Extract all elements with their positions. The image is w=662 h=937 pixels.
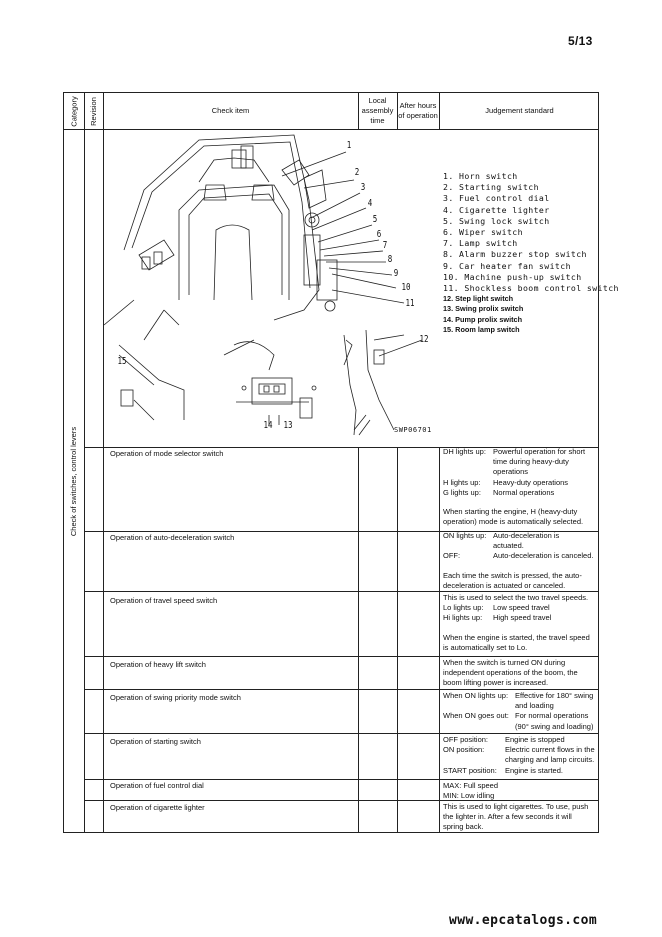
- check-item-travel-speed: Operation of travel speed switch: [110, 596, 218, 605]
- watermark: www.epcatalogs.com: [449, 913, 598, 928]
- judgement-line: Each time the switch is pressed, the auto-: [443, 570, 582, 580]
- judgement-line: actuated.: [493, 541, 524, 551]
- judgement-line: MAX: Full speed: [443, 781, 499, 790]
- check-item-starting-switch: Operation of starting switch: [110, 737, 201, 746]
- legend-item: 9. Car heater fan switch: [443, 260, 571, 271]
- judgement-line: When ON lights up: Effective for 180° swing: [443, 691, 594, 700]
- check-item-heavy-lift: Operation of heavy lift switch: [110, 660, 206, 669]
- callout-number: 9: [393, 268, 399, 279]
- judgement-line: OFF: Auto-deceleration is canceled.: [443, 551, 594, 561]
- judgement-line: When the engine is started, the travel speed: [443, 632, 590, 642]
- judgement-line: [443, 562, 598, 571]
- judgement-line: Hi lights up: High speed travel: [443, 613, 552, 623]
- callout-number: 8: [387, 254, 393, 265]
- callout-number: 4: [367, 198, 373, 209]
- judgement-cigarette-lighter: [439, 802, 600, 833]
- judgement-line: operations: [493, 467, 529, 477]
- judgement-line: [443, 624, 598, 633]
- judgement-line: is automatically set to Lo.: [443, 642, 528, 652]
- check-item-fuel-dial: Operation of fuel control dial: [110, 781, 204, 790]
- callout-number: 11: [405, 298, 415, 309]
- judgement-line: G lights up: Normal operations: [443, 487, 555, 497]
- judgement-line: and loading: [515, 701, 554, 711]
- check-item-swing-priority: Operation of swing priority mode switch: [110, 693, 241, 702]
- callout-number: 12: [419, 334, 429, 345]
- judgement-line: Lo lights up: Low speed travel: [443, 603, 550, 613]
- judgement-line: DH lights up: Powerful operation for short: [443, 447, 586, 456]
- judgement-line: When ON goes out: For normal operations: [443, 711, 589, 721]
- judgement-line: spring back.: [443, 822, 484, 832]
- judgement-line: ON position: Electric current flows in the: [443, 745, 595, 755]
- callout-number: 2: [354, 167, 360, 178]
- callout-number: 1: [346, 140, 352, 151]
- judgement-line: independent operations of the boom, the: [443, 668, 578, 678]
- callout-number: 3: [360, 182, 366, 193]
- judgement-line: operation) mode is automatically selected.: [443, 517, 584, 527]
- judgement-line: boom lifting power is increased.: [443, 678, 549, 688]
- judgement-line: (90° swing and loading): [515, 721, 594, 731]
- judgement-line: This is used to light cigarettes. To use, push: [443, 802, 589, 811]
- judgement-mode-selector: [439, 447, 600, 527]
- legend-item: 11. Shockless boom control switch: [443, 283, 619, 294]
- check-item-mode-selector: Operation of mode selector switch: [110, 449, 224, 458]
- judgement-line: This is used to select the two travel speeds.: [443, 593, 589, 602]
- callout-number: 10: [401, 282, 411, 293]
- divider: [84, 93, 85, 832]
- legend-item: 12. Step light switch: [443, 294, 514, 304]
- switch-location-diagram: [104, 130, 434, 440]
- callout-number: 14: [263, 420, 273, 431]
- callout-number: 5: [372, 214, 378, 225]
- judgement-line: charging and lamp circuits.: [505, 755, 595, 765]
- check-item-cigarette-lighter: Operation of cigarette lighter: [110, 803, 205, 812]
- legend-item: 1. Horn switch: [443, 171, 518, 181]
- judgement-travel-speed: [439, 593, 600, 653]
- callout-number: 13: [283, 420, 293, 431]
- judgement-line: H lights up: Heavy-duty operations: [443, 477, 569, 487]
- judgement-line: [443, 498, 598, 507]
- judgement-heavy-lift: [439, 658, 600, 689]
- revision-header: Revision: [89, 96, 99, 126]
- callout-number: 7: [382, 240, 388, 251]
- legend-item: 14. Pump prolix switch: [443, 314, 523, 324]
- page-number: 5/13: [568, 34, 593, 48]
- legend-item: 10. Machine push-up switch: [443, 271, 582, 282]
- callout-number: 6: [376, 229, 382, 240]
- check-item-header: Check item: [211, 105, 250, 115]
- callout-number: 15: [117, 356, 127, 367]
- legend-item: 2. Starting switch: [443, 182, 539, 193]
- judgement-line: deceleration is actuated or canceled.: [443, 580, 566, 590]
- judgement-fuel-dial: [439, 781, 600, 801]
- legend-item: 6. Wiper switch: [443, 227, 523, 238]
- judgement-swing-priority: [439, 691, 600, 732]
- judgement-line: the lighter in. After a few seconds it will: [443, 812, 572, 822]
- check-item-auto-deceleration: Operation of auto-deceleration switch: [110, 533, 235, 542]
- category-label: Check of switches, control levers: [69, 426, 79, 537]
- judgement-line: When starting the engine, H (heavy-duty: [443, 507, 578, 517]
- diagram-code: SWP06701: [394, 426, 432, 434]
- category-header: Category: [69, 95, 79, 127]
- diagram-legend: [443, 171, 619, 335]
- judgement-line: time during heavy-duty: [493, 457, 569, 467]
- legend-item: 8. Alarm buzzer stop switch: [443, 249, 587, 260]
- divider: [397, 447, 398, 832]
- judgement-line: OFF position: Engine is stopped: [443, 735, 565, 744]
- judgement-line: ON lights up: Auto-deceleration is: [443, 531, 560, 540]
- judgement-standard-header: Judgement standard: [485, 105, 554, 115]
- judgement-starting-switch: [439, 735, 600, 776]
- legend-item: 4. Cigarette lighter: [443, 204, 550, 215]
- legend-item: 15. Room lamp switch: [443, 324, 520, 334]
- legend-item: 5. Swing lock switch: [443, 215, 550, 226]
- judgement-line: START position: Engine is started.: [443, 765, 563, 775]
- divider: [358, 447, 359, 832]
- legend-item: 13. Swing prolix switch: [443, 304, 524, 314]
- legend-item: 3. Fuel control dial: [443, 193, 550, 204]
- judgement-line: When the switch is turned ON during: [443, 658, 566, 667]
- judgement-auto-deceleration: [439, 531, 600, 591]
- legend-item: 7. Lamp switch: [443, 238, 518, 249]
- after-hours-header: After hours of operation: [398, 100, 438, 120]
- judgement-line: MIN: Low idling: [443, 791, 495, 801]
- local-assembly-time-header: Local assembly time: [361, 95, 394, 126]
